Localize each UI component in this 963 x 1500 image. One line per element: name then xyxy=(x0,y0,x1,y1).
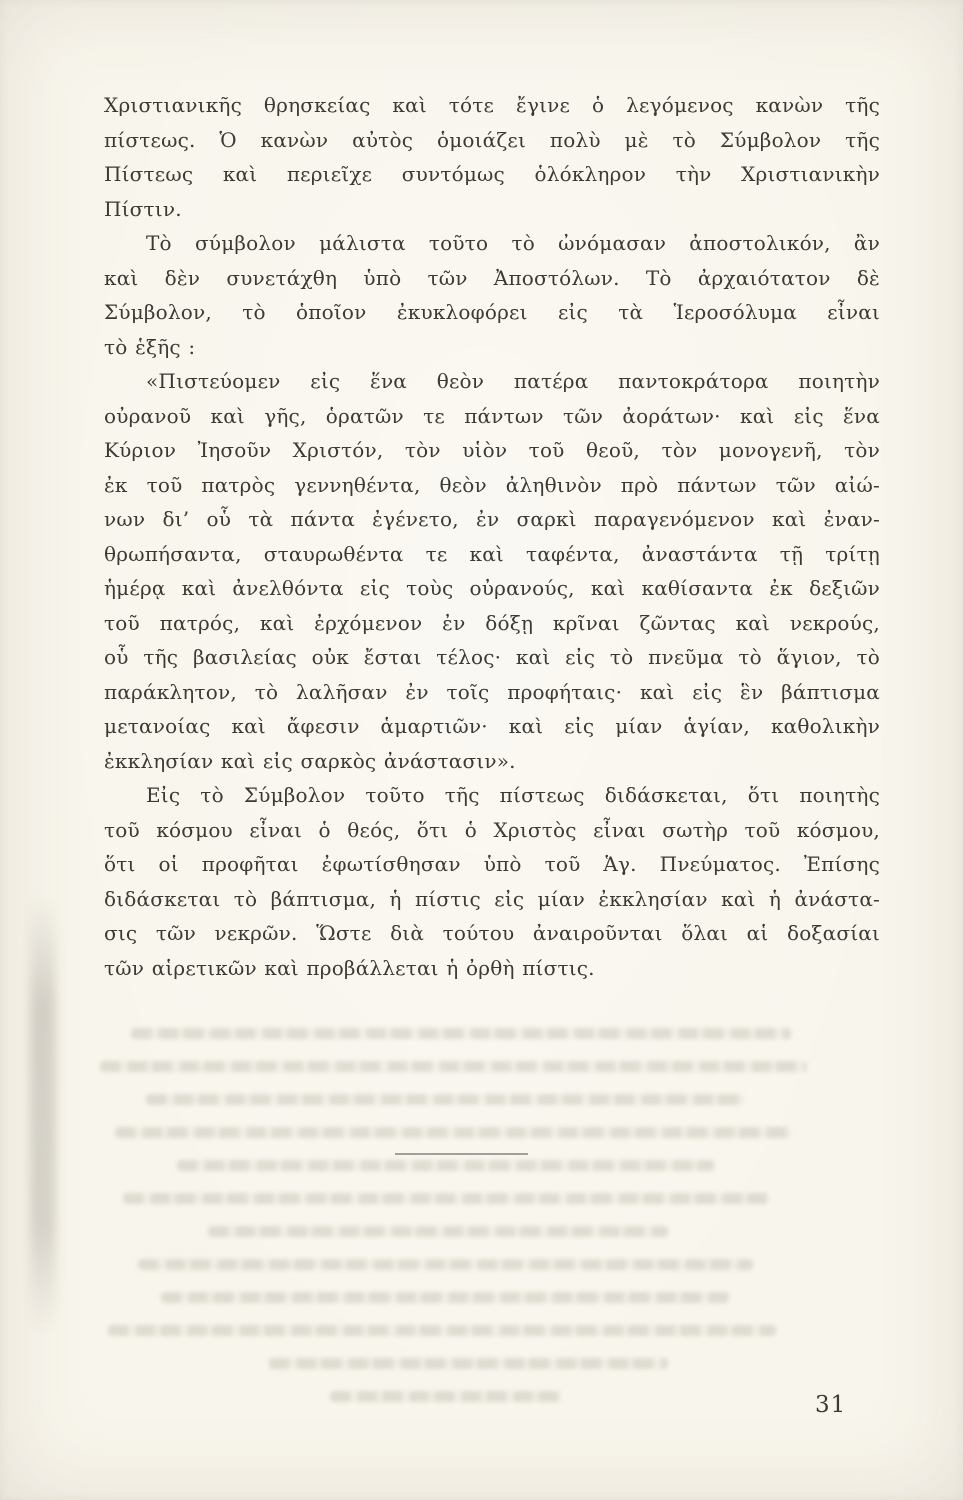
text-line: θρωπήσαντα, σταυρωθέντα τε καὶ ταφέντα, ἀναστάντα τῇ τρίτῃ xyxy=(104,541,880,566)
section-divider xyxy=(395,1153,528,1155)
bleed-through-line xyxy=(138,1259,752,1270)
text-line: σις τῶν νεκρῶν. Ὥστε διὰ τούτου ἀναιροῦνται ὅλαι αἱ δοξασίαι xyxy=(104,921,880,945)
text-line: νων δι’ οὗ τὰ πάντα ἐγένετο, ἐν σαρκὶ παραγενόμενον καὶ ἐναν- xyxy=(104,507,880,531)
text-line: Εἰς τὸ Σύμβολον τοῦτο τῆς πίστεως διδάσκεται, ὅτι ποιητὴς xyxy=(146,783,880,807)
text-line: πίστεως. Ὁ κανὼν αὐτὸς ὁμοιάζει πολὺ μὲ τὸ Σύμβολον τῆς xyxy=(104,127,880,152)
text-line: τοῦ κόσμου εἶναι ὁ θεός, ὅτι ὁ Χριστὸς εἶναι σωτὴρ τοῦ κόσμου, xyxy=(104,817,880,842)
text-line: «Πιστεύομεν εἰς ἕνα θεὸν πατέρα παντοκράτορα ποιητὴν xyxy=(146,369,880,393)
bleed-through-text xyxy=(100,1028,868,1424)
bleed-through-line xyxy=(115,1127,791,1138)
text-line: οὐρανοῦ καὶ γῆς, ὁρατῶν τε πάντων τῶν ἀοράτων· καὶ εἰς ἕνα xyxy=(104,403,880,428)
text-line: ἐκκλησίαν καὶ εἰς σαρκὸς ἀνάστασιν». xyxy=(104,748,516,773)
bleed-through-line xyxy=(146,1094,745,1105)
text-line: τοῦ πατρός, καὶ ἐρχόμενον ἐν δόξῃ κρῖναι ζῶντας καὶ νεκρούς, xyxy=(104,610,880,635)
text-line: διδάσκεται τὸ βάπτισμα, ἡ πίστις εἰς μίαν ἐκκλησίαν καὶ ἡ ἀνάστα- xyxy=(104,886,880,911)
text-line: Πίστεως καὶ περιεῖχε συντόμως ὁλόκληρον τὴν Χριστιανικὴν xyxy=(104,162,880,186)
bleed-through-line xyxy=(161,1292,729,1303)
bleed-through-line xyxy=(108,1325,776,1336)
text-line: Κύριον Ἰησοῦν Χριστόν, τὸν υἱὸν τοῦ θεοῦ, τὸν μονογενῆ, τὸν xyxy=(104,438,880,462)
text-line: παράκλητον, τὸ λαλῆσαν ἐν τοῖς προφήταις· καὶ εἰς ἓν βάπτισμα xyxy=(104,679,880,704)
text-line: ἡμέρᾳ καὶ ἀνελθόντα εἰς τοὺς οὐρανούς, καὶ καθίσαντα ἐκ δεξιῶν xyxy=(104,576,880,600)
text-line: Σύμβολον, τὸ ὁποῖον ἐκυκλοφόρει εἰς τὰ Ἱεροσόλυμα εἶναι xyxy=(104,300,880,324)
text-line: ὅτι οἱ προφῆται ἐφωτίσθησαν ὑπὸ τοῦ Ἁγ. Πνεύματος. Ἐπίσης xyxy=(104,852,880,876)
body-text xyxy=(104,88,880,985)
bleed-through-line xyxy=(123,1193,768,1204)
text-line: Πίστιν. xyxy=(104,196,182,221)
bleed-through-line xyxy=(269,1358,668,1369)
bleed-through-line xyxy=(131,1028,791,1039)
text-line: Τὸ σύμβολον μάλιστα τοῦτο τὸ ὠνόμασαν ἀποστολικόν, ἂν xyxy=(146,231,880,255)
text-line: ἐκ τοῦ πατρὸς γεννηθέντα, θεὸν ἀληθινὸν πρὸ πάντων τῶν αἰώ- xyxy=(104,472,880,497)
text-line: καὶ δὲν συνετάχθη ὑπὸ τῶν Ἀποστόλων. Τὸ ἀρχαιότατον δὲ xyxy=(104,265,880,290)
page-number: 31 xyxy=(815,1392,847,1418)
bleed-through-line xyxy=(100,1061,807,1072)
text-line: μετανοίας καὶ ἄφεσιν ἁμαρτιῶν· καὶ εἰς μίαν ἁγίαν, καθολικὴν xyxy=(104,714,880,738)
text-line: τῶν αἱρετικῶν καὶ προβάλλεται ἡ ὀρθὴ πίστις. xyxy=(104,955,595,980)
scan-edge-smudge xyxy=(30,895,56,1335)
text-line: Χριστιανικῆς θρησκείας καὶ τότε ἔγινε ὁ λεγόμενος κανὼν τῆς xyxy=(104,93,880,117)
text-line: τὸ ἑξῆς : xyxy=(104,334,196,359)
bleed-through-line xyxy=(177,1160,715,1171)
bleed-through-line xyxy=(208,1226,669,1237)
bleed-through-line xyxy=(330,1391,560,1402)
text-line: οὗ τῆς βασιλείας οὐκ ἔσται τέλος· καὶ εἰς τὸ πνεῦμα τὸ ἅγιον, τὸ xyxy=(104,645,880,669)
